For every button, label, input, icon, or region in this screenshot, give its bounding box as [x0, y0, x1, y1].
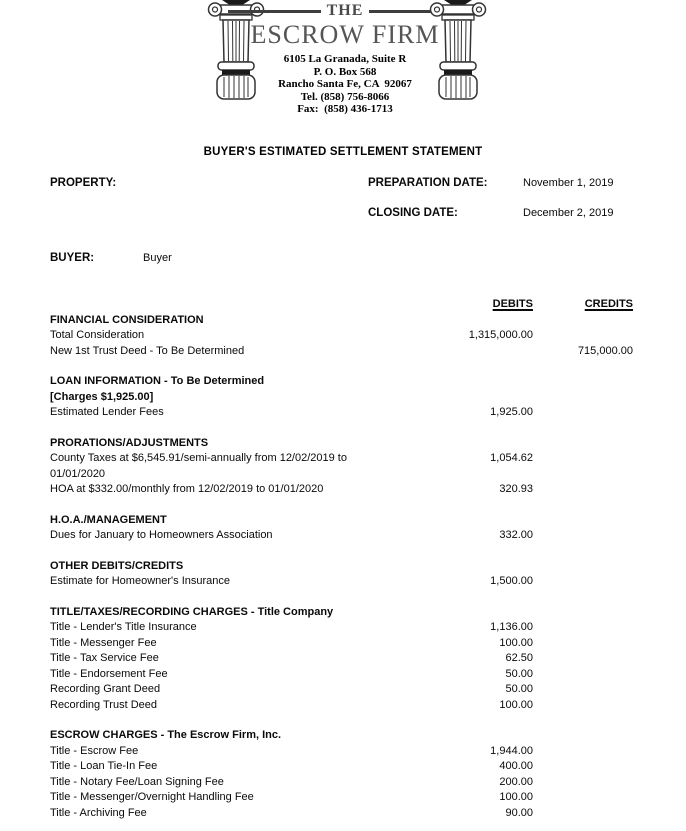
debit-amount: 50.00 [505, 667, 533, 680]
section-heading: LOAN INFORMATION - To Be Determined [50, 375, 265, 387]
line-item-description: Title - Tax Service Fee [50, 652, 159, 664]
line-item-row [50, 698, 633, 714]
credits-column-header: CREDITS [584, 298, 633, 310]
line-item-row [50, 405, 633, 421]
line-item-row [50, 775, 633, 791]
section-heading: H.O.A./MANAGEMENT [50, 513, 167, 526]
address-line: Tel. (858) 756-8066 [300, 90, 390, 103]
property-label: PROPERTY: [50, 177, 117, 189]
line-item-description: Title - Endorsement Fee [50, 667, 168, 680]
line-item-row [50, 620, 633, 636]
address-line: Rancho Santa Fe, CA 92067 [278, 78, 412, 91]
line-item-row [50, 744, 633, 760]
logo-banner [228, 2, 462, 20]
statement-section [50, 559, 633, 590]
line-item-description: Dues for January to Homeowners Association [50, 529, 273, 541]
debit-amount: 100.00 [499, 698, 533, 711]
line-item-description: Title - Loan Tie-In Fee [50, 760, 158, 772]
line-item-row [50, 344, 633, 360]
line-item-description: Title - Lender's Title Insurance [50, 621, 197, 633]
line-item-description: Estimate for Homeowner's Insurance [50, 575, 231, 587]
firm-name: ESCROW FIRM [250, 20, 440, 49]
line-item-row [50, 451, 633, 482]
banner-rule-left [228, 10, 321, 13]
line-item-row [50, 328, 633, 344]
statement-section [50, 513, 633, 544]
line-item-row [50, 651, 633, 667]
closing-date-label: CLOSING DATE: [368, 207, 458, 219]
line-item-description: Recording Grant Deed [50, 683, 161, 695]
line-item-row [50, 636, 633, 652]
section-heading: FINANCIAL CONSIDERATION [50, 313, 204, 326]
section-heading: TITLE/TAXES/RECORDING CHARGES - Title Company [50, 605, 334, 618]
debit-amount: 62.50 [505, 652, 533, 664]
debit-amount: 320.93 [499, 483, 533, 495]
line-item-description: HOA at $332.00/monthly from 12/02/2019 to 01/01/2020 [50, 483, 324, 495]
letterhead [0, 0, 686, 116]
line-item-row [50, 790, 633, 806]
address-line: 6105 La Granada, Suite R [283, 53, 407, 65]
section-heading: ESCROW CHARGES - The Escrow Firm, Inc. [50, 729, 282, 741]
debit-amount: 1,315,000.00 [468, 329, 533, 341]
column-headers-row [50, 297, 633, 313]
statement-section [50, 374, 633, 421]
statement-meta [50, 177, 633, 266]
line-item-row [50, 482, 633, 498]
credit-amount: 715,000.00 [577, 344, 633, 357]
line-item-description: Title - Messenger Fee [50, 636, 157, 649]
line-item-description: New 1st Trust Deed - To Be Determined [50, 344, 245, 357]
document-title: BUYER'S ESTIMATED SETTLEMENT STATEMENT [203, 146, 483, 158]
buyer-label: BUYER: [50, 252, 95, 264]
logo-text-block [228, 0, 462, 116]
line-item-description: Title - Archiving Fee [50, 806, 147, 819]
statement-sections [50, 313, 633, 822]
address-line: Fax: (858) 436-1713 [297, 103, 393, 116]
debit-amount: 90.00 [505, 806, 533, 819]
logo-the-label: THE [326, 2, 364, 19]
debit-amount: 1,054.62 [490, 452, 533, 464]
preparation-date-label: PREPARATION DATE: [368, 177, 488, 189]
line-item-description: Total Consideration [50, 329, 145, 341]
debit-amount: 100.00 [499, 636, 533, 649]
line-item-row [50, 667, 633, 683]
line-item-row [50, 528, 633, 544]
debit-amount: 50.00 [505, 683, 533, 695]
line-item-description: Estimated Lender Fees [50, 406, 164, 418]
debit-amount: 400.00 [499, 760, 533, 772]
debit-amount: 332.00 [499, 529, 533, 541]
line-item-row [50, 759, 633, 775]
section-heading: OTHER DEBITS/CREDITS [50, 559, 184, 572]
line-item-description: Title - Messenger/Overnight Handling Fee [50, 791, 254, 803]
address-block [228, 53, 462, 116]
buyer-row [50, 252, 633, 266]
debit-amount: 100.00 [499, 791, 533, 803]
section-heading: PRORATIONS/ADJUSTMENTS [50, 436, 209, 449]
statement-section [50, 313, 633, 360]
line-item-description: Title - Notary Fee/Loan Signing Fee [50, 775, 224, 788]
debits-column-header: DEBITS [492, 298, 533, 310]
closing-date-value: December 2, 2019 [523, 207, 614, 219]
preparation-date-value: November 1, 2019 [523, 177, 614, 189]
statement-section [50, 605, 633, 714]
line-item-row [50, 574, 633, 590]
debit-amount: 200.00 [499, 775, 533, 788]
line-item-row [50, 806, 633, 822]
statement-section [50, 728, 633, 821]
debit-amount: 1,500.00 [490, 575, 533, 587]
address-line: P. O. Box 568 [313, 65, 377, 78]
property-preparation-row [50, 177, 633, 191]
statement-section [50, 436, 633, 498]
debit-amount: 1,944.00 [490, 744, 533, 757]
line-item-description: Recording Trust Deed [50, 698, 157, 711]
line-item-description: County Taxes at $6,545.91/semi-annually from 12/02/2019 to 01/01/2020 [50, 452, 347, 480]
debit-amount: 1,925.00 [490, 406, 533, 418]
closing-date-row [50, 207, 633, 221]
debit-amount: 1,136.00 [490, 621, 533, 633]
column-pillar-right-icon [429, 0, 487, 100]
line-item-description: Title - Escrow Fee [50, 744, 139, 757]
section-subheading: [Charges $1,925.00] [50, 390, 154, 403]
settlement-table [50, 297, 633, 821]
line-item-row [50, 682, 633, 698]
column-header-spacer [50, 297, 385, 313]
buyer-value: Buyer [143, 252, 172, 264]
